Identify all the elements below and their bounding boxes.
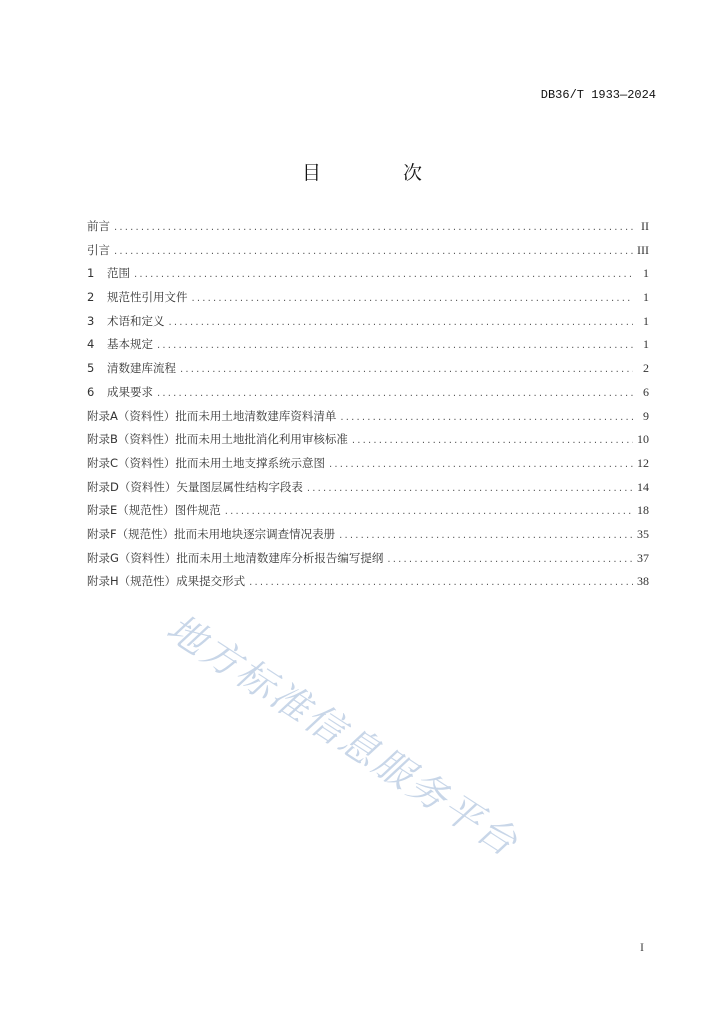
- toc-leader-dots: [157, 388, 633, 399]
- toc-entry[interactable]: [87, 408, 649, 432]
- page-number: I: [640, 940, 644, 954]
- toc-entry[interactable]: [87, 313, 649, 337]
- toc-entry[interactable]: [87, 360, 649, 384]
- toc-entry-label: 前言: [87, 219, 110, 233]
- toc-entry-page: 2: [643, 361, 649, 376]
- toc-entry-label: 基本规定: [107, 337, 153, 352]
- toc-entry-number: 3: [87, 313, 95, 328]
- toc-entry-page: 12: [637, 455, 649, 470]
- document-code: DB36/T 1933—2024: [540, 88, 656, 102]
- toc-leader-dots: [307, 483, 633, 494]
- toc-entry-number: 2: [87, 290, 95, 305]
- toc-entry[interactable]: [87, 384, 649, 408]
- toc-entry-page: 1: [643, 290, 649, 305]
- toc-entry[interactable]: [87, 479, 649, 503]
- toc-entry-number: 6: [87, 384, 95, 399]
- toc-leader-dots: [134, 269, 633, 280]
- toc-entry-label: 附录H（规范性）成果提交形式: [87, 574, 246, 589]
- toc-entry-page: 6: [643, 384, 649, 399]
- toc-leader-dots: [180, 364, 633, 375]
- toc-entry-number: 5: [87, 361, 95, 376]
- toc-entry[interactable]: [87, 336, 649, 360]
- table-of-contents: [87, 218, 649, 597]
- toc-entry[interactable]: [87, 265, 649, 289]
- toc-leader-dots: [387, 554, 633, 565]
- toc-entry-page: 38: [637, 574, 649, 589]
- toc-entry[interactable]: [87, 218, 649, 242]
- toc-entry-page: 18: [637, 503, 649, 518]
- toc-entry[interactable]: [87, 431, 649, 455]
- toc-entry[interactable]: [87, 289, 649, 313]
- toc-entry-label: 附录E（规范性）图件规范: [87, 503, 221, 518]
- toc-entry-label: 成果要求: [107, 384, 153, 399]
- toc-entry-page: 1: [643, 313, 649, 328]
- toc-entry[interactable]: [87, 455, 649, 479]
- toc-entry-page: 14: [637, 479, 649, 494]
- toc-entry-number: 4: [87, 337, 95, 352]
- toc-leader-dots: [340, 412, 633, 423]
- toc-entry-label: 附录A（资料性）批而未用土地清数建库资料清单: [87, 408, 337, 423]
- toc-leader-dots: [249, 577, 633, 588]
- toc-entry-label: 引言: [87, 242, 110, 257]
- toc-entry-number: 1: [87, 266, 95, 281]
- toc-entry-label: 附录F（规范性）批而未用地块逐宗调查情况表册: [87, 526, 336, 541]
- toc-entry-label: 术语和定义: [107, 313, 165, 328]
- toc-leader-dots: [352, 435, 633, 446]
- toc-leader-dots: [169, 317, 634, 328]
- toc-entry-page: 9: [643, 408, 649, 423]
- toc-entry[interactable]: [87, 573, 649, 597]
- toc-entry[interactable]: [87, 550, 649, 574]
- toc-leader-dots: [157, 340, 633, 351]
- toc-leader-dots: [114, 246, 633, 257]
- toc-entry-label: 清数建库流程: [107, 361, 176, 376]
- toc-entry-page: 1: [643, 337, 649, 352]
- toc-entry-page: 37: [637, 550, 649, 565]
- toc-leader-dots: [114, 222, 633, 233]
- toc-entry-label: 附录C（资料性）批而未用土地支撑系统示意图: [87, 455, 326, 470]
- toc-leader-dots: [339, 530, 633, 541]
- toc-leader-dots: [192, 293, 634, 304]
- toc-entry-page: 35: [637, 526, 649, 541]
- toc-entry-label: 附录D（资料性）矢量图层属性结构字段表: [87, 479, 303, 494]
- toc-entry[interactable]: [87, 242, 649, 266]
- page-title: 目 次: [301, 162, 461, 184]
- toc-entry-page: II: [641, 219, 649, 233]
- toc-entry-page: III: [637, 242, 649, 257]
- toc-entry-label: 附录B（资料性）批而未用土地批消化利用审核标准: [87, 432, 348, 447]
- toc-leader-dots: [225, 506, 633, 517]
- toc-entry-label: 范围: [107, 266, 130, 281]
- toc-entry[interactable]: [87, 526, 649, 550]
- toc-entry-page: 1: [643, 266, 649, 281]
- toc-entry-page: 10: [637, 432, 649, 447]
- toc-leader-dots: [329, 459, 633, 470]
- toc-entry-label: 附录G（资料性）批而未用土地清数建库分析报告编写提纲: [87, 550, 384, 565]
- toc-entry[interactable]: [87, 502, 649, 526]
- watermark-text: 地方标准信息服务平台: [159, 605, 527, 866]
- toc-entry-label: 规范性引用文件: [107, 290, 188, 305]
